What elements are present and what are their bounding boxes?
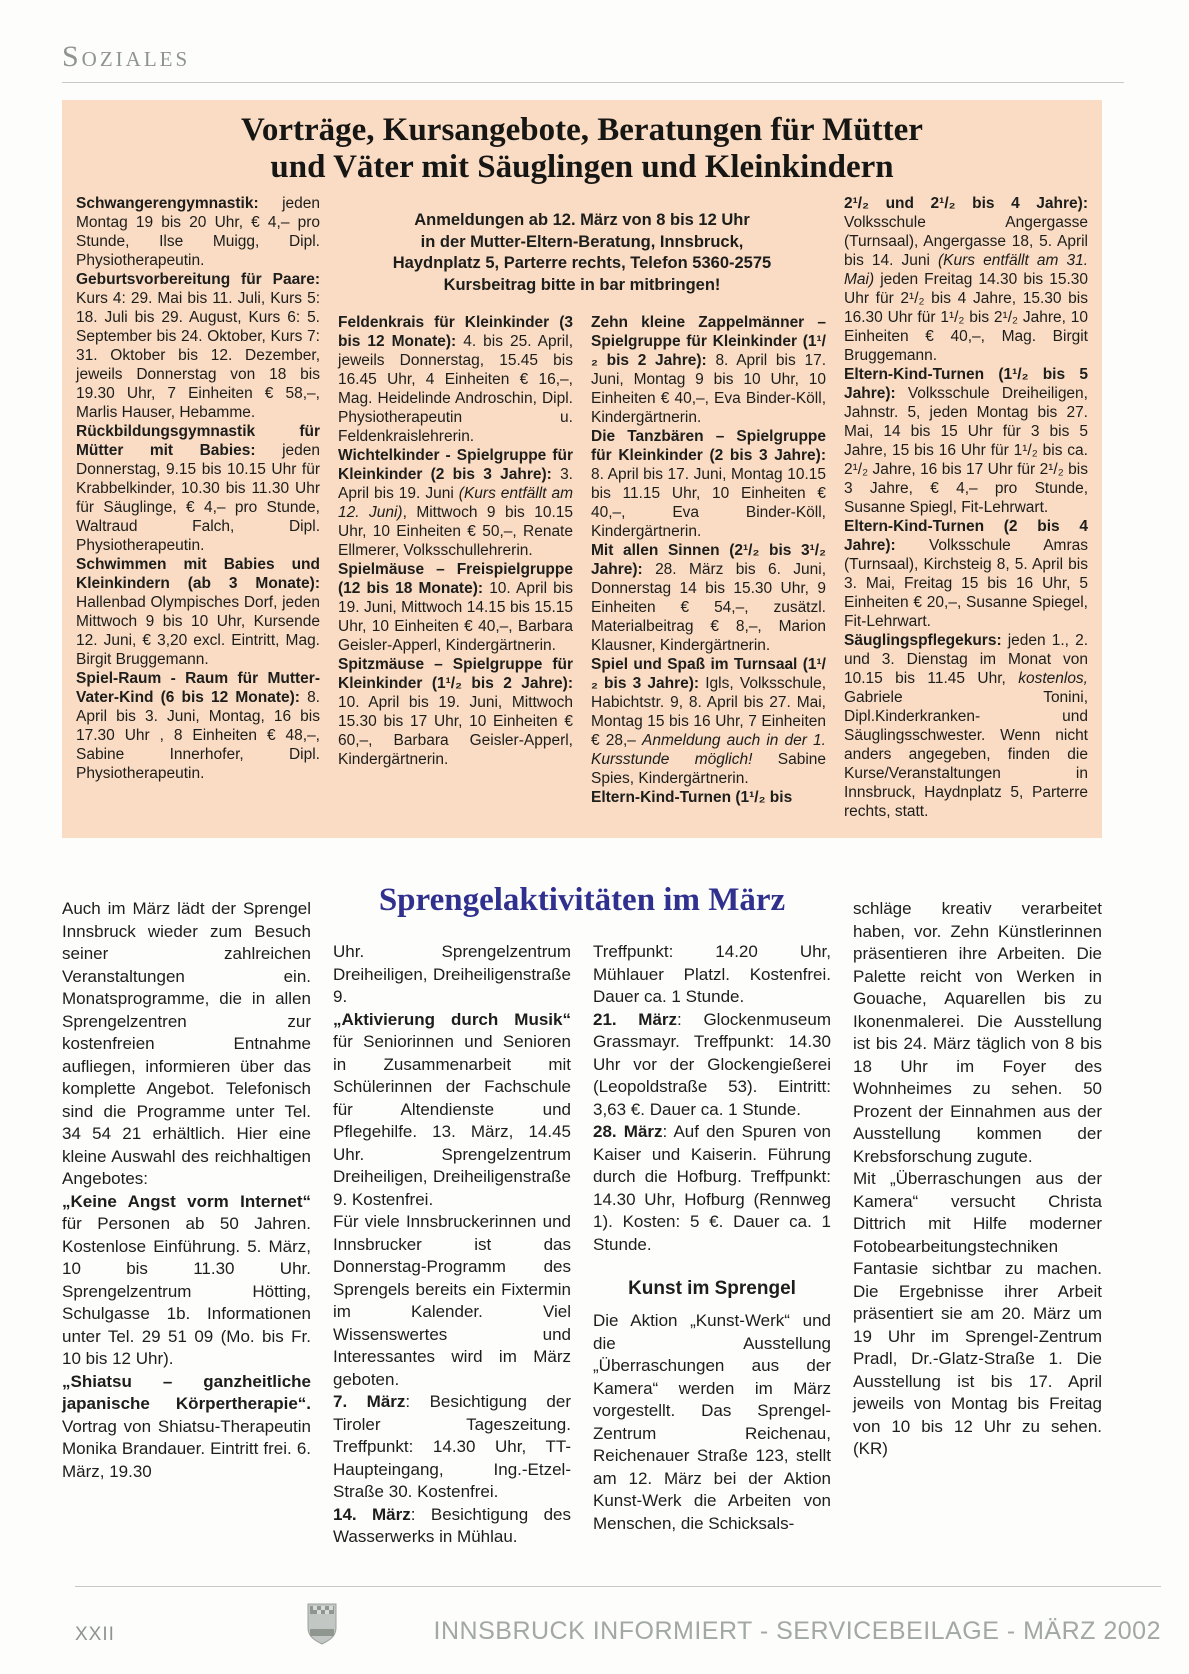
course-middle-wrap <box>338 194 826 821</box>
text-paragraph: Spiel und Spaß im Turnsaal (1¹/₂ bis 3 Jahre): Igls, Volksschule, Habichtstr. 9, 8. April bis 27. Mai, Montag 15 bis 16 Uhr, 7 Einheiten € 28,– Anmeldung auch in der 1. Kursstunde möglich! Sabine Spies, Kindergärtnerin. <box>591 655 826 787</box>
text-paragraph: Wichtelkinder - Spielgruppe für Kleinkinder (2 bis 3 Jahre): 3. April bis 19. Juni (Kurs entfällt am 12. Juni), Mittwoch 9 bis 10.15 Uhr, 10 Einheiten € 50,–, Renate Ellmerer, Volksschullehrerin. <box>338 446 573 559</box>
box-title-line2: und Väter mit Säuglingen und Kleinkindern <box>270 148 894 185</box>
registration-notice <box>342 210 822 297</box>
course-column-1 <box>76 194 320 821</box>
section-kicker <box>62 40 1124 83</box>
text-paragraph: „Keine Angst vorm Internet“ für Personen ab 50 Jahren. Kostenlose Einführung. 5. März, 10 bis 11.30 Uhr. Sprengelzentrum Hötting, Schulgasse 1b. Informationen unter Tel. 29 51 09 (Mo. bis Fr. 10 bis 12 Uhr). <box>62 1191 311 1368</box>
page-number: XXII <box>75 1624 115 1645</box>
text-paragraph: Mit allen Sinnen (2¹/₂ bis 3¹/₂ Jahre): 28. März bis 6. Juni, Donnerstag 14 bis 15.30 Uhr, 9 Einheiten € 54,–, zusätzl. Materialbeitrag € 8,–, Marion Klausner, Kindergärtnerin. <box>591 541 826 654</box>
sprengel-middle-wrap <box>333 880 831 1549</box>
text-paragraph: Die Aktion „Kunst-Werk“ und die Ausstellung „Überraschungen aus der Kamera“ werden im März vorgestellt. Das Sprengel-Zentrum Reichenau, Reichenauer Straße 123, stellt am 12. März bei der Aktion Kunst-Werk die Arbeiten von Menschen, die Schicksals- <box>593 1311 831 1533</box>
box-title-line1: Vorträge, Kursangebote, Beratungen für Mütter <box>241 112 923 148</box>
box-title <box>76 112 1088 186</box>
text-paragraph: Rückbildungsgymnastik für Mütter mit Babies: jeden Donnerstag, 9.15 bis 10.15 Uhr für Krabbelkinder, 10.30 bis 11.30 Uhr für Säuglinge, € 4,– pro Stunde, Waltraud Falch, Dipl. Physiotherapeutin. <box>76 422 320 554</box>
text-paragraph: Feldenkrais für Kleinkinder (3 bis 12 Monate): 4. bis 25. April, jeweils Donnerstag, 15.45 bis 16.45 Uhr, 4 Einheiten € 16,–, Mag. Heidelinde Androschin, Dipl. Physiotherapeutin u. Feldenkraislehrerin. <box>338 313 573 445</box>
sprengel-column-2 <box>333 941 571 1549</box>
sprengel-title: Sprengelaktivitäten im März <box>378 882 786 918</box>
text-paragraph: Spiel-Raum - Raum für Mutter-Vater-Kind (6 bis 12 Monate): 8. April bis 3. Juni, Montag, 16 bis 17.30 Uhr , 8 Einheiten € 48,–, Sabine Innerhofer, Dipl. Physiotherapeutin. <box>76 669 320 782</box>
text-paragraph: Schwimmen mit Babies und Kleinkindern (ab 3 Monate): Hallenbad Olympisches Dorf, jeden Mittwoch 9 bis 10 Uhr, Kursende 12. Juni, € 3,20 excl. Eintritt, Mag. Birgit Bruggemann. <box>76 555 320 668</box>
text-paragraph: Eltern-Kind-Turnen (1¹/₂ bis 5 Jahre): Volksschule Dreiheiligen, Jahnstr. 5, jeden Montag bis 27. Mai, 14 bis 15 Uhr für 3 bis 5 Jahre, 15 bis 16 Uhr für 1¹/₂ bis ca. 2¹/₂ Jahre, 16 bis 17 Uhr für 2¹/₂ bis 3 Jahre, € 4,– pro Stunde, Susanne Spiegl, Fit-Lehrwart. <box>844 365 1088 516</box>
sprengel-middle-columns <box>333 941 831 1549</box>
text-paragraph: Treffpunkt: 14.20 Uhr, Mühlauer Platzl. Kostenfrei. Dauer ca. 1 Stunde. <box>593 942 831 1006</box>
registration-line: Kursbeitrag bitte in bar mitbringen! <box>443 276 721 295</box>
course-announcement-box <box>62 100 1102 838</box>
registration-line: Anmeldungen ab 12. März von 8 bis 12 Uhr <box>414 210 750 229</box>
text-paragraph: Säuglingspflegekurs: jeden 1., 2. und 3. Dienstag im Monat von 10.15 bis 11.45 Uhr, kostenlos, Gabriele Tonini, Dipl.Kinderkranken- und Säuglingsschwester. Wenn nicht anders angegeben, finden die Kurse/Veranstaltungen in Innsbruck, Haydnplatz 5, Parterre rechts, statt. <box>844 631 1088 820</box>
section-label: Soziales <box>62 40 191 73</box>
text-paragraph: Schwangerengymnastik: jeden Montag 19 bis 20 Uhr, € 4,– pro Stunde, Ilse Muigg, Dipl. Physiotherapeutin. <box>76 194 320 269</box>
text-paragraph: Geburtsvorbereitung für Paare: Kurs 4: 29. Mai bis 11. Juli, Kurs 5: 18. Juli bis 29. August, Kurs 6: 5. September bis 24. Oktober, Kurs 7: 31. Oktober bis 12. Dezember, jeweils Donnerstag von 18 bis 19.30 Uhr, 7 Einheiten € 58,–, Marlis Hauser, Hebamme. <box>76 270 320 421</box>
text-paragraph: Uhr. Sprengelzentrum Dreiheiligen, Dreiheiligenstraße 9. <box>333 942 571 1006</box>
text-paragraph: Spitzmäuse – Spielgruppe für Kleinkinder (1¹/₂ bis 2 Jahre): 10. April bis 19. Juni, Mittwoch 15.30 bis 17 Uhr, 10 Einheiten € 60,–, Barbara Geisler-Apperl, Kindergärtnerin. <box>338 655 573 768</box>
column-sub-heading: Kunst im Sprengel <box>628 1278 796 1299</box>
sprengel-section <box>62 880 1102 1549</box>
text-paragraph: 7. März: Besichtigung der Tiroler Tageszeitung. Treffpunkt: 14.30 Uhr, TT-Haupteingang, Ing.-Etzel-Straße 30. Kostenfrei. <box>333 1392 571 1501</box>
text-paragraph: 21. März: Glockenmuseum Grassmayr. Treffpunkt: 14.30 Uhr vor der Glockengießerei (Leopoldstraße 53). Eintritt: 3,63 €. Dauer ca. 1 Stunde. <box>593 1009 831 1119</box>
innsbruck-crest-icon <box>307 1603 337 1645</box>
footer-publication-line: INNSBRUCK INFORMIERT - SERVICEBEILAGE - MÄRZ 2002 <box>433 1617 1161 1645</box>
text-paragraph: schläge kreativ verarbeitet haben, vor. Zehn Künstlerinnen präsentieren ihre Arbeiten. Die Palette reicht von Werken in Gouache, Aquarellen bis zu Ikonenmalerei. Die Ausstellung ist bis 24. März täglich von 8 bis 18 Uhr im Foyer des Wohnheimes zu sehen. 50 Prozent der Einnahmen aus der Ausstellung kommen der Krebsforschung zugute. <box>853 899 1102 1166</box>
sprengel-column-3 <box>593 941 831 1549</box>
course-column-2 <box>338 313 573 807</box>
sprengel-columns <box>62 880 1102 1549</box>
text-paragraph: Zehn kleine Zappelmänner – Spielgruppe für Kleinkinder (1¹/₂ bis 2 Jahre): 8. April bis 17. Juni, Montag 9 bis 10 Uhr, 10 Einheiten € 40,–, Eva Binder-Köll, Kindergärtnerin. <box>591 313 827 426</box>
course-columns <box>76 194 1088 821</box>
text-paragraph: Eltern-Kind-Turnen (1¹/₂ bis <box>591 788 793 806</box>
text-paragraph: Auch im März lädt der Sprengel Innsbruck wieder zum Besuch seiner zahlreichen Veranstaltungen ein. Monatsprogramme, die in allen Sprengelzentren zur kostenfreien Entnahme aufliegen, informieren über das komplette Angebot. Telefonisch sind die Programme unter Tel. 34 54 21 erhältlich. Hier eine kleine Auswahl des reichhaltigen Angebotes: <box>62 899 311 1188</box>
text-paragraph: Mit „Überraschungen aus der Kamera“ versucht Christa Dittrich mit Hilfe moderner Fotobearbeitungstechniken Fantasie sichtbar zu machen. Die Ergebnisse ihrer Arbeit präsentiert sie am 20. März um 19 Uhr im Sprengel-Zentrum Pradl, Dr.-Glatz-Straße 1. Die Ausstellung ist bis 17. April jeweils von Montag bis Freitag von 10 bis 12 Uhr zu sehen. (KR) <box>853 1169 1102 1458</box>
text-paragraph: 28. März: Auf den Spuren von Kaiser und Kaiserin. Führung durch die Hofburg. Treffpunkt: 14.30 Uhr, Hofburg (Rennweg 1). Kosten: 5 €. Dauer ca. 1 Stunde. <box>593 1122 831 1254</box>
text-paragraph: 2¹/₂ und 2¹/₂ bis 4 Jahre): Volksschule Angergasse (Turnsaal), Angergasse 18, 5. April bis 14. Juni (Kurs entfällt am 31. Mai) jeden Freitag 14.30 bis 15.30 Uhr für 2¹/₂ bis 4 Jahre, 15.30 bis 16.30 Uhr für 1¹/₂ bis 2¹/₂ Jahre, 10 Einheiten € 40,–, Mag. Birgit Bruggemann. <box>844 194 1089 364</box>
course-middle-columns <box>338 313 826 807</box>
text-paragraph: 14. März: Besichtigung des Wasserwerks in Mühlau. <box>333 1504 571 1546</box>
text-paragraph: Die Tanzbären – Spielgruppe für Kleinkinder (2 bis 3 Jahre): 8. April bis 17. Juni, Montag 10.15 bis 11.15 Uhr, 10 Einheiten € 40,–, Eva Binder-Köll, Kindergärtnerin. <box>591 427 826 540</box>
text-paragraph: Für viele Innsbruckerinnen und Innsbrucker ist das Donnerstag-Programm des Sprengels bereits ein Fixtermin im Kalender. Viel Wissenswertes und Interessantes wird im März geboten. <box>333 1212 571 1389</box>
text-paragraph: Spielmäuse – Freispielgruppe (12 bis 18 Monate): 10. April bis 19. Juni, Mittwoch 14.15 bis 15.15 Uhr, 10 Einheiten € 40,–, Barbara Geisler-Apperl, Kindergärtnerin. <box>338 560 573 654</box>
registration-line: Haydnplatz 5, Parterre rechts, Telefon 5360-2575 <box>392 254 772 273</box>
course-column-4 <box>844 194 1088 821</box>
registration-line: in der Mutter-Eltern-Beratung, Innsbruck, <box>420 232 744 251</box>
text-paragraph: „Shiatsu – ganzheitliche japanische Körpertherapie“. Vortrag von Shiatsu-Therapeutin Monika Brandauer. Eintritt frei. 6. März, 19.30 <box>62 1371 311 1481</box>
course-column-3 <box>591 313 826 807</box>
page-footer <box>75 1586 1161 1646</box>
text-paragraph: Eltern-Kind-Turnen (2 bis 4 Jahre): Volksschule Amras (Turnsaal), Kirchsteig 8, 5. April bis 3. Mai, Freitag 15 bis 16 Uhr, 5 Einheiten € 20,–, Susanne Spiegel, Fit-Lehrwart. <box>844 517 1088 630</box>
text-paragraph: „Aktivierung durch Musik“ für Seniorinnen und Senioren in Zusammenarbeit mit Schülerinnen der Fachschule für Altendienste und Pflegehilfe. 13. März, 14.45 Uhr. Sprengelzentrum Dreiheiligen, Dreiheiligenstraße 9. Kostenfrei. <box>333 1009 571 1209</box>
sprengel-column-1 <box>62 880 311 1549</box>
sprengel-column-4 <box>853 880 1102 1549</box>
